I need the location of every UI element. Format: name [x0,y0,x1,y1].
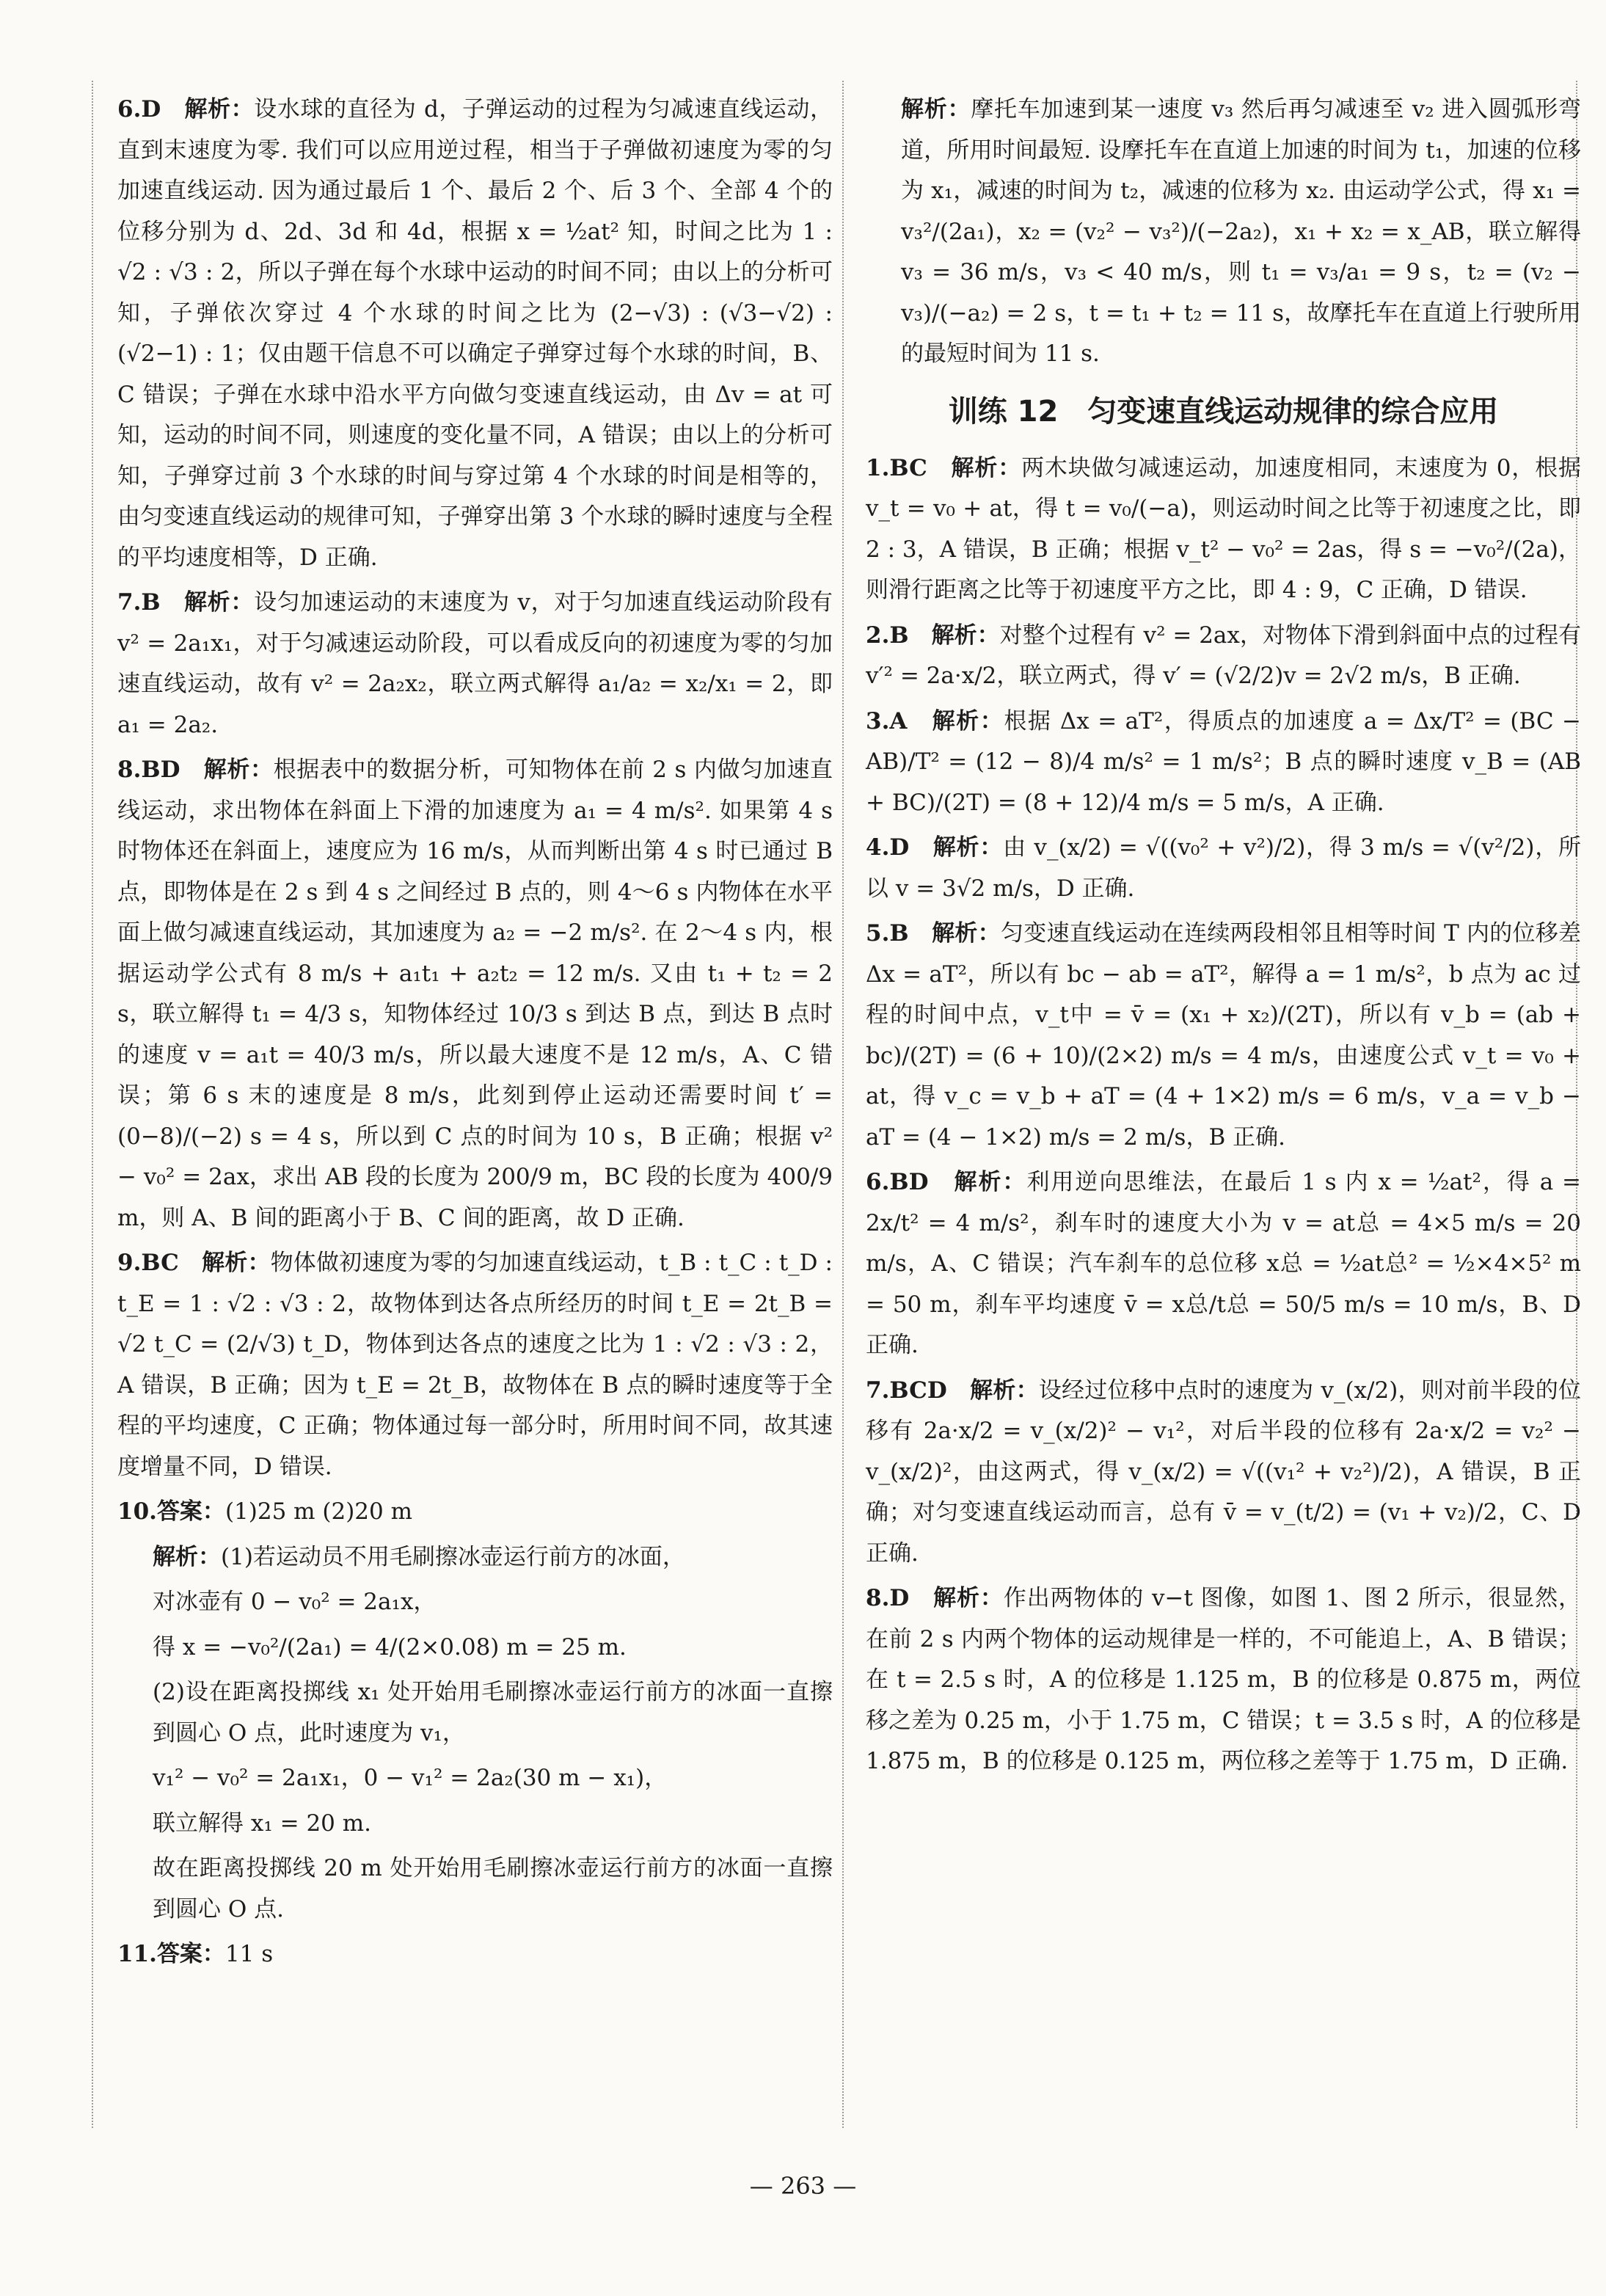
analysis-label: 解析： [932,920,1001,947]
analysis-label: 解析： [933,1585,1004,1611]
question-number: 7. [866,1377,890,1404]
solution-7 [117,583,833,746]
analysis-label: 解析： [901,96,971,123]
analysis-label: 解析： [932,707,1004,735]
question-number: 6. [117,96,142,123]
analysis-step: 故在距离投掷线 20 m 处开始用毛刷擦冰壶运行前方的冰面一直擦到圆心 O 点. [153,1855,833,1923]
section-title: 训练 12 匀变速直线运动规律的综合应用 [948,394,1499,429]
analysis-step: (2)设在距离投掷线 x₁ 处开始用毛刷擦冰壶运行前方的冰面一直擦到圆心 O 点，此时速度为 v₁， [153,1679,833,1746]
page-number: — 263 — [749,2172,857,2200]
solution-r5 [866,914,1581,1158]
analysis-text: 根据表中的数据分析，可知物体在前 2 s 内做匀加速直线运动，求出物体在斜面上下滑的加速度为 a₁ = 4 m/s². 如果第 4 s 时物体还在斜面上，速度应为 16 m/s，从而判断出第 4 s 时已通过 B 点，即物体是在 2 s 到 4 s 之间经过 B 点的，则 4～6 s 内物体在水平面上做匀减速直线运动，其加速度为 a₂ = −2 m/s². 在 2～4 s 内，根据运动学公式有 8 m/s + a₁t₁ + a₂t₂ = 12 m/s. 又由 t₁ + t₂ = 2 s，联立解得 t₁ = 4/3 s，知物体经过 10/3 s 到达 B 点，到达 B 点时的速度 v = a₁t = 40/3 m/s，所以最大速度不是 12 m/s，A、C 错误；第 6 s 末的速度是 8 m/s，此刻到停止运动还需要时间 t′ = (0−8)/(−2) s = 4 s，所以到 C 点的时间为 10 s，B 正确；根据 v² − v₀² = 2ax，求出 AB 段的长度为 200/9 m，BC 段的长度为 400/9 m，则 A、B 间的距离小于 B、C 间的距离，故 D 正确. [117,757,833,1231]
answer-choice: BCD [889,1377,947,1404]
analysis-label: 解析： [184,96,255,123]
answer-choice: B [889,920,909,947]
answer-choice: D [889,834,910,861]
analysis-label: 解析： [203,757,274,783]
answer-choice: B [889,622,909,649]
analysis-text: 设水球的直径为 d，子弹运动的过程为匀减速直线运动，直到末速度为零. 我们可以应用逆过程，相当于子弹做初速度为零的匀加速直线运动. 因为通过最后 1 个、最后 2 个、后 3 个、全部 4 个的位移分别为 d、2d、3d 和 4d，根据 x = ½at² 知，时间之比为 1 : √2 : √3 : 2，所以子弹在每个水球中运动的时间不同；由以上的分析可知，子弹依次穿过 4 个水球的时间之比为 (2−√3) : (√3−√2) : (√2−1) : 1；仅由题干信息不可以确定子弹穿过每个水球的时间，B、C 错误；子弹在水球中沿水平方向做匀变速直线运动，由 Δv = at 可知，运动的时间不同，则速度的变化量不同，A 错误；由以上的分析可知，子弹穿过前 3 个水球的时间与穿过第 4 个水球的时间是相等的，由匀变速直线运动的规律可知，子弹穿出第 3 个水球的瞬时速度与全程的平均速度相等，D 正确. [117,96,833,571]
answer-choice: D [141,96,161,123]
solution-6 [117,90,833,578]
analysis-label: 解析： [931,622,1000,649]
solution-r4 [866,828,1581,909]
solution-9 [117,1243,833,1487]
analysis-text: 对整个过程有 v² = 2ax，对物体下滑到斜面中点的过程有 v′² = 2a·x/2，联立两式，得 v′ = (√2/2)v = 2√2 m/s，B 正确. [866,622,1582,689]
solution-11-analysis [901,90,1581,375]
analysis-text: 匀变速直线运动在连续两段相邻且相等时间 T 内的位移差 Δx = aT²，所以有 bc − ab = aT²，解得 a = 1 m/s²，b 点为 ac 过程的时间中点，v_t中 = v̄ = (x₁ + x₂)/(2T)，所以有 v_b = (ab + bc)/(2T) = (6 + 10)/(2×2) m/s = 4 m/s，由速度公式 v_t = v₀ + at，得 v_c = v_b + aT = (4 + 1×2) m/s = 6 m/s，v_a = v_b − aT = (4 − 1×2) m/s = 2 m/s，B 正确. [866,920,1582,1151]
column-divider-left [92,81,93,2128]
left-column [117,90,833,1980]
solution-11-start [117,1934,833,1975]
answer-line [117,1934,833,1975]
question-number: 3. [866,707,890,735]
answer-choice: D [889,1585,910,1611]
analysis-step: 对冰壶有 0 − v₀² = 2a₁x， [153,1589,437,1615]
column-divider-middle [842,81,844,2128]
analysis-text: 根据 Δx = aT²，得质点的加速度 a = Δx/T² = (BC − AB)/T² = (12 − 8)/4 m/s² = 1 m/s²；B 点的瞬时速度 v_B = (AB + BC)/(2T) = (8 + 12)/4 m/s = 5 m/s，A 正确. [866,707,1581,816]
question-number: 11. [117,1941,157,1967]
question-number: 7. [117,589,142,616]
analysis-text: 设匀加速运动的末速度为 v，对于匀加速直线运动阶段有 v² = 2a₁x₁，对于匀减速运动阶段，可以看成反向的初速度为零的匀加速直线运动，故有 v² = 2a₂x₂，联立两式解得 a₁/a₂ = x₂/x₁ = 2，即 a₁ = 2a₂. [117,589,833,738]
analysis-line [153,1537,833,1578]
analysis-text: 由 v_(x/2) = √((v₀² + v²)/2)，得 3 m/s = √(v²/2)，所以 v = 3√2 m/s，D 正确. [866,834,1582,902]
solution-8 [117,750,833,1239]
answer-choice: BD [141,757,180,783]
question-number: 8. [117,757,142,783]
answer-choice: BD [889,1169,929,1195]
analysis-step: (1)若运动员不用毛刷擦冰壶运行前方的冰面， [221,1543,685,1570]
solution-r8 [866,1578,1581,1782]
question-number: 9. [117,1250,142,1276]
answer-text: 11 s [225,1941,274,1967]
answer-choice: A [889,707,908,735]
question-number: 4. [866,834,890,861]
answer-label: 答案： [156,1941,225,1967]
analysis-text: 设经过位移中点时的速度为 v_(x/2)，则对前半段的位移有 2a·x/2 = v_(x/2)² − v₁²，对后半段的位移有 2a·x/2 = v₂² − v_(x/2)²，由这两式，得 v_(x/2) = √((v₁² + v₂²)/2)，A 错误，B 正确；对匀变速直线运动而言，总有 v̄ = v_(t/2) = (v₁ + v₂)/2，C、D 正确. [866,1377,1582,1567]
right-column [866,90,1581,1787]
answer-label: 答案： [156,1498,225,1525]
solution-10 [117,1492,833,1930]
analysis-label: 解析： [202,1250,271,1276]
analysis-label: 解析： [970,1377,1039,1404]
question-number: 1. [866,454,890,481]
analysis-text: 摩托车加速到某一速度 v₃ 然后再匀减速至 v₂ 进入圆弧形弯道，所用时间最短. 设摩托车在直道上加速的时间为 t₁，加速的位移为 x₁，减速的时间为 t₂，减速的位移为 x₂. 由运动学公式，得 x₁ = v₃²/(2a₁)，x₂ = (v₂² − v₃²)/(−2a₂)，x₁ + x₂ = x_AB，联立解得 v₃ = 36 m/s，v₃ < 40 m/s，则 t₁ = v₃/a₁ = 9 s，t₂ = (v₂ − v₃)/(−a₂) = 2 s，t = t₁ + t₂ = 11 s，故摩托车在直道上行驶所用的最短时间为 11 s. [901,96,1582,367]
solution-r3 [866,701,1581,824]
answer-line [117,1492,833,1533]
question-number: 6. [866,1169,890,1195]
answer-text: (1)25 m (2)20 m [225,1498,413,1525]
analysis-label: 解析： [153,1543,221,1570]
solution-r2 [866,616,1581,697]
analysis-step: 联立解得 x₁ = 20 m. [153,1810,371,1837]
question-number: 5. [866,920,890,947]
analysis-text: 作出两物体的 v−t 图像，如图 1、图 2 所示，很显然，在前 2 s 内两个物体的运动规律是一样的，不可能追上，A、B 错误；在 t = 2.5 s 时，A 的位移是 1.125 m，B 的位移是 0.875 m，两位移之差为 0.25 m，小于 1.75 m，C 错误；t = 3.5 s 时，A 的位移是 1.875 m，B 的位移是 0.125 m，两位移之差等于 1.75 m，D 正确. [866,1585,1582,1774]
analysis-step: v₁² − v₀² = 2a₁x₁，0 − v₁² = 2a₂(30 m − x₁)， [153,1765,668,1791]
solution-r7 [866,1371,1581,1575]
question-number: 8. [866,1585,890,1611]
analysis-label: 解析： [951,454,1022,481]
analysis-text: 利用逆向思维法，在最后 1 s 内 x = ½at²，得 a = 2x/t² = 4 m/s²，刹车时的速度大小为 v = at总 = 4×5 m/s = 20 m/s，A、C 错误；汽车刹车的总位移 x总 = ½at总² = ½×4×5² m = 50 m，刹车平均速度 v̄ = x总/t总 = 50/5 m/s = 10 m/s，B、D 正确. [866,1169,1582,1358]
question-number: 2. [866,622,890,649]
answer-choice: BC [141,1250,179,1276]
answer-choice: BC [889,454,927,481]
question-number: 10. [117,1498,157,1525]
answer-choice: B [141,589,161,616]
solution-r1 [866,448,1581,611]
analysis-label: 解析： [932,834,1004,861]
analysis-text: 物体做初速度为零的匀加速直线运动，t_B : t_C : t_D : t_E = 1 : √2 : √3 : 2，故物体到达各点所经历的时间 t_E = 2t_B = √2 t_C = (2/√3) t_D，物体到达各点的速度之比为 1 : √2 : √3 : 2，A 错误，B 正确；因为 t_E = 2t_B，故物体在 B 点的瞬时速度等于全程的平均速度，C 正确；物体通过每一部分时，所用时间不同，故其速度增量不同，D 错误. [117,1250,833,1480]
solution-r6 [866,1162,1581,1366]
analysis-step: 得 x = −v₀²/(2a₁) = 4/(2×0.08) m = 25 m. [153,1633,627,1661]
analysis-label: 解析： [954,1169,1027,1195]
analysis-text: 两木块做匀减速运动，加速度相同，末速度为 0，根据 v_t = v₀ + at，得 t = v₀/(−a)，则运动时间之比等于初速度之比，即 2 : 3，A 错误，B 正确；根据 v_t² − v₀² = 2as，得 s = −v₀²/(2a)，则滑行距离之比等于初速度平方之比，即 4 : 9，C 正确，D 错误. [866,454,1582,603]
analysis-label: 解析： [183,589,255,616]
